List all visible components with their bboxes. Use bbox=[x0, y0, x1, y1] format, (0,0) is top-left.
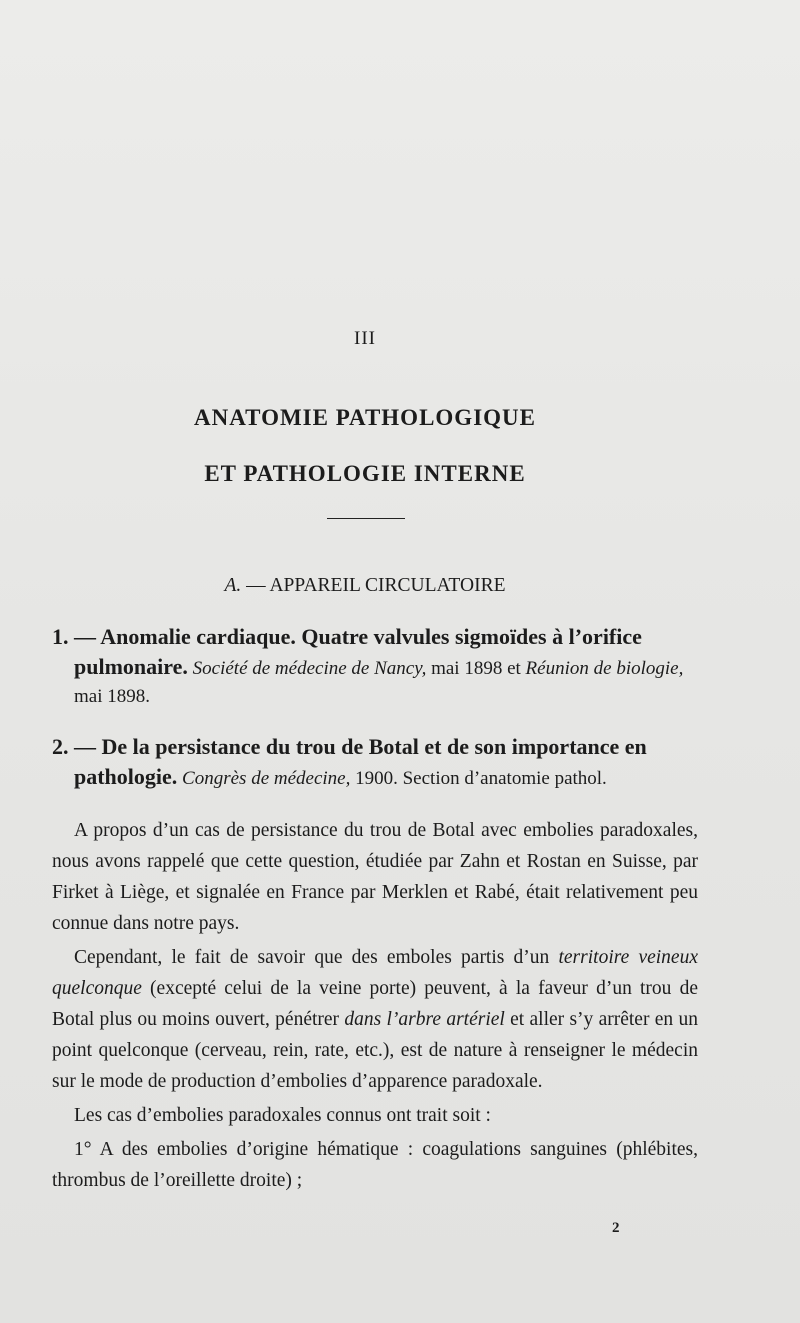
bibliography-entry-1 bbox=[52, 623, 698, 711]
paragraph-2-italic-1: territoire veineux quelconque bbox=[52, 947, 698, 999]
paragraph-2-part-b: (excepté celui de la veine porte) peuvent, à la faveur d’un trou de Botal plus ou moins ouvert, pénétrer bbox=[52, 978, 698, 1030]
subsection-heading bbox=[0, 575, 730, 597]
bibliography-entry-2 bbox=[52, 733, 698, 793]
paragraph-3: Les cas d’embolies paradoxales connus ont trait soit : bbox=[74, 1105, 491, 1126]
entry-title: De la persistance du trou de Botal et de son importance en bbox=[101, 734, 647, 759]
entry-dash: — bbox=[68, 624, 101, 649]
paragraph-2 bbox=[52, 942, 698, 1097]
section-title-line-1: ANATOMIE PATHOLOGIQUE bbox=[194, 405, 536, 430]
entry-source-1: Congrès de médecine, bbox=[182, 768, 351, 789]
paragraph-1: A propos d’un cas de persistance du trou de Botal avec embolies paradoxales, nous avons rappelé que cette question, étudiée par Zahn et Rostan en Suisse, par Firket à Liège, et signalée en France par Merklen et Rabé, était relativement peu connue dans notre pays. bbox=[52, 820, 698, 934]
subsection-title: APPAREIL CIRCULATOIRE bbox=[269, 575, 506, 596]
entry-source-1: Société de médecine de Nancy, bbox=[192, 658, 427, 679]
title-rule bbox=[327, 518, 405, 519]
entry-date-2: mai 1898. bbox=[74, 686, 150, 707]
section-title-line-2: ET PATHOLOGIE INTERNE bbox=[204, 461, 526, 486]
entry-dash: — bbox=[68, 734, 102, 759]
entry-source-2-end: biologie, bbox=[616, 658, 684, 679]
paragraph-4: 1° A des embolies d’origine hématique : coagulations sanguines (phlébites, thrombus de l’oreillette droite) ; bbox=[52, 1139, 698, 1191]
entry-title-end: pulmonaire. bbox=[74, 654, 188, 679]
entry-date-1: 1900. Section d’anatomie pathol. bbox=[350, 768, 607, 789]
subsection-dash: — bbox=[241, 575, 270, 596]
entry-continuation bbox=[52, 653, 698, 711]
body-text bbox=[52, 815, 698, 1199]
entry-source-2: Réunion de bbox=[525, 658, 612, 679]
page-number: 2 bbox=[612, 1220, 620, 1236]
subsection-letter: A. bbox=[224, 575, 242, 596]
entry-title-end: pathologie. bbox=[74, 764, 178, 789]
entry-continuation bbox=[52, 763, 698, 793]
entry-number: 1. bbox=[52, 624, 69, 649]
entry-number: 2. bbox=[52, 734, 69, 759]
section-number: III bbox=[354, 328, 376, 349]
paragraph-2-italic-2: dans l’arbre artériel bbox=[344, 1009, 505, 1030]
entry-date-1: mai 1898 et bbox=[426, 658, 526, 679]
entry-title: Anomalie cardiaque. Quatre valvules sigmoïdes à l’orifice bbox=[100, 624, 642, 649]
paragraph-2-part-c: et aller s’y arrêter en un point quelconque (cerveau, rein, rate, etc.), est de nature à renseigner le médecin sur le mode de production d’embolies d’apparence paradoxale. bbox=[52, 1009, 698, 1092]
paragraph-2-part-a: Cependant, le fait de savoir que des emboles partis d’un bbox=[74, 947, 559, 968]
